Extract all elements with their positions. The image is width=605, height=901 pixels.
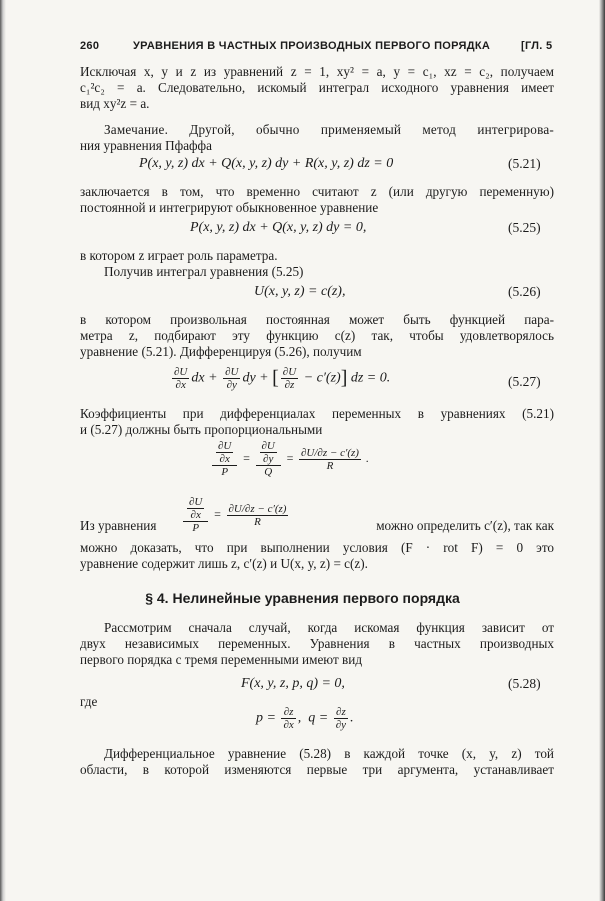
- text-line: метра z, подбирают эту функцию c(z) так, чтобы удовлетворялось: [80, 328, 554, 343]
- section-heading: § 4. Нелинейные уравнения первого порядка: [145, 590, 460, 606]
- text-line: в котором произвольная постоянная может быть функцией пара-: [80, 312, 554, 327]
- page-shadow-left: [0, 0, 6, 901]
- fraction: $\frac{\frac{\partial U}{\partial y}}{Q}$: [256, 440, 281, 478]
- text-line: ния уравнения Пфаффа: [80, 138, 212, 153]
- text-line: Рассмотрим сначала случай, когда искомая функция зависит от: [104, 620, 554, 635]
- equation-5-27: [0, 366, 605, 400]
- equation-body: $\frac{\partial U}{\partial x}$ dx + $\frac{\partial U}{\partial y}$ dy + [ $\frac{\partial U}{\partial z}$ − c′(z)] dz = 0.: [174, 366, 391, 391]
- text-line: двух независимых переменных. Уравнения в частных производных: [80, 636, 554, 651]
- inline-proportion: $\frac{\frac{\partial U}{\partial x}}{P}$ = $\frac{\partial U/\partial z - c'(z)}{R}$: [181, 496, 290, 540]
- fraction: $\frac{\partial U/\partial z - c'(z)}{R}$: [228, 502, 287, 528]
- fraction: $\frac{\partial U/\partial z - c'(z)}{R}$: [301, 446, 359, 472]
- equation-body: P(x, y, z) dx + Q(x, y, z) dy = 0,: [190, 220, 367, 235]
- text-line: Исключая x, y и z из уравнений z = 1, xy² = a, y = c₁, xz = c₂, получаем: [80, 64, 554, 79]
- text-line: в котором z играет роль параметра.: [80, 248, 278, 263]
- equation-5-21: [0, 156, 605, 176]
- text-line: где: [80, 694, 98, 709]
- fraction: $\frac{\partial z}{\partial y}$: [335, 706, 347, 731]
- text-line: постоянной и интегрируют обыкновенное уравнение: [80, 200, 379, 215]
- text-line: уравнение содержит лишь z, c′(z) и U(x, y, z) = c(z).: [80, 556, 368, 571]
- equation-number: (5.21): [508, 156, 541, 171]
- equation-5-26: [0, 284, 605, 304]
- text-line: Получив интеграл уравнения (5.25): [104, 264, 304, 279]
- equation-number: (5.25): [508, 220, 541, 235]
- text-line: c₁²c₂ = a. Следовательно, искомый интеграл исходного уравнения имеет: [80, 80, 554, 95]
- equation-body: F(x, y, z, p, q) = 0,: [241, 676, 345, 691]
- text-line: и (5.27) должны быть пропорциональными: [80, 422, 323, 437]
- text-line: области, в которой изменяются первые три аргумента, устанавливает: [80, 762, 554, 777]
- page-shadow-right: [599, 0, 605, 901]
- text-line: можно доказать, что при выполнении условия (F · rot F) = 0 это: [80, 540, 554, 555]
- text-line: можно определить c′(z), так как: [376, 518, 554, 533]
- text-line: вид xy²z = a.: [80, 96, 150, 111]
- chapter-label: [ГЛ. 5: [521, 40, 553, 52]
- text-line: первого порядка с тремя переменными имеют вид: [80, 652, 363, 667]
- remark-line: Замечание. Другой, обычно применяемый метод интегрирова-: [104, 122, 554, 137]
- fraction: $\frac{\partial z}{\partial x}$: [283, 706, 294, 731]
- equation-number: (5.26): [508, 284, 541, 299]
- fraction: $\frac{\partial U}{\partial z}$: [282, 366, 297, 391]
- equation-number: (5.27): [508, 374, 541, 389]
- running-title: УРАВНЕНИЯ В ЧАСТНЫХ ПРОИЗВОДНЫХ ПЕРВОГО ПОРЯДКА: [133, 40, 491, 52]
- text-line: Из уравнения: [80, 518, 157, 533]
- running-header: [0, 40, 605, 56]
- fraction: $\frac{\partial U}{\partial x}$: [174, 366, 188, 391]
- fraction: $\frac{\frac{\partial U}{\partial x}}{P}$: [212, 440, 237, 478]
- text-line: Коэффициенты при дифференциалах переменных в уравнениях (5.21): [80, 406, 554, 421]
- equation-body: P(x, y, z) dx + Q(x, y, z) dy + R(x, y, z) dz = 0: [139, 156, 394, 171]
- fraction: $\frac{\frac{\partial U}{\partial x}}{P}$: [183, 496, 208, 534]
- fraction: $\frac{\partial U}{\partial y}$: [225, 366, 239, 391]
- text-line: уравнение (5.21). Дифференцируя (5.26), получим: [80, 344, 362, 359]
- equation-5-25: [0, 220, 605, 240]
- proportion-formula: $\frac{\frac{\partial U}{\partial x}}{P}$ = $\frac{\frac{\partial U}{\partial y}}{Q}$ = $\frac{\partial U/\partial z - c'(z)}{R}$ .: [210, 440, 369, 486]
- text-line: заключается в том, что временно считают z (или другую переменную): [80, 184, 554, 199]
- page-number: 260: [80, 40, 100, 52]
- equation-body: p = $\frac{\partial z}{\partial x}$ , q = $\frac{\partial z}{\partial y}$ .: [256, 706, 354, 731]
- equation-number: (5.28): [508, 676, 541, 691]
- equation-body: U(x, y, z) = c(z),: [254, 284, 346, 299]
- pq-definitions: [0, 706, 605, 738]
- text-line: Дифференциальное уравнение (5.28) в каждой точке (x, y, z) той: [104, 746, 554, 761]
- equation-5-28: [0, 676, 605, 696]
